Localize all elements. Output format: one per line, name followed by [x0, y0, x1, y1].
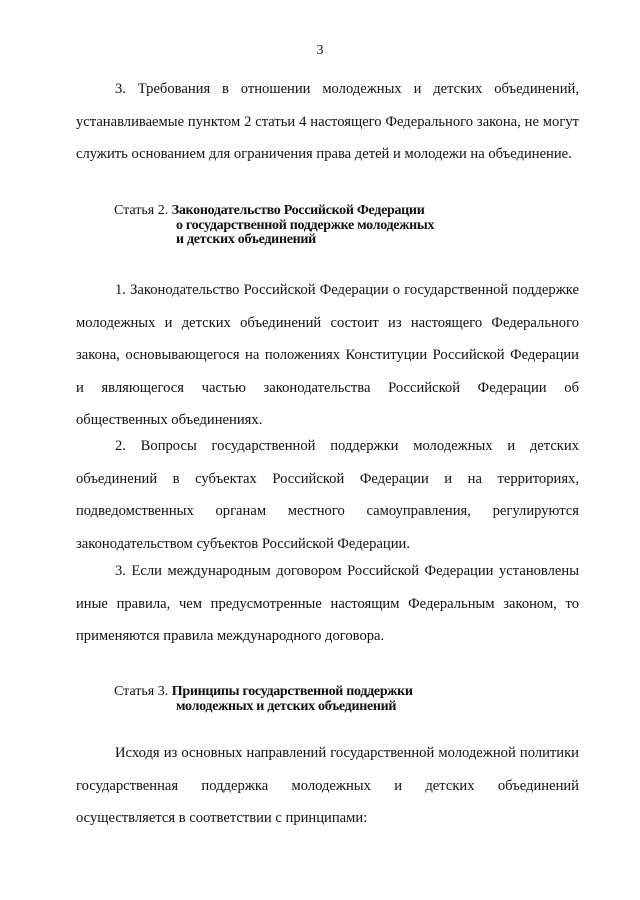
- article-3-label: Статья 3.: [114, 684, 169, 699]
- article-2-paragraph-2: 2. Вопросы государственной поддержки молодежных и детских объединений в субъектах Российской Федерации и на территориях, подведомственных органам местного самоуправления, регулируются законодательством субъектов Российской Федерации.: [76, 438, 579, 552]
- article-2-paragraph-3: 3. Если международным договором Российской Федерации установлены иные правила, чем предусмотренные настоящим Федеральным законом, то применяются правила международного договора.: [76, 563, 579, 644]
- article-2-title-line-3: и детских объединений: [176, 232, 316, 247]
- article-2-paragraph-1: 1. Законодательство Российской Федерации о государственной поддержке молодежных и детских объединений состоит из настоящего Федерального закона, основывающегося на положениях Конституции Российской Федерации и являющегося частью законодательства Российской Федерации об общественных объединениях.: [76, 282, 579, 428]
- article-3-title-line-1: Принципы государственной поддержки: [171, 684, 413, 699]
- article-3-paragraph-1: Исходя из основных направлений государственной молодежной политики государственная поддержка молодежных и детских объединений осуществляется в соответствии с принципами:: [76, 745, 579, 826]
- article-3-heading: [114, 685, 574, 714]
- article-2-label: Статья 2.: [114, 203, 169, 218]
- article-2-title-line-1: Законодательство Российской Федерации: [171, 203, 425, 218]
- article-2-title-line-2: о государственной поддержке молодежных: [176, 217, 435, 233]
- article-2-heading-line-1: [114, 204, 574, 219]
- article-2-heading: [114, 204, 574, 248]
- article-3-heading-line-1: [114, 685, 574, 700]
- paragraph-1-art1-item3: 3. Требования в отношении молодежных и детских объединений, устанавливаемые пунктом 2 статьи 4 настоящего Федерального закона, не могут служить основанием для ограничения права детей и молодежи на объединение.: [76, 81, 579, 162]
- article-3-title-line-2: молодежных и детских объединений: [176, 698, 397, 714]
- page-number: 3: [316, 43, 324, 58]
